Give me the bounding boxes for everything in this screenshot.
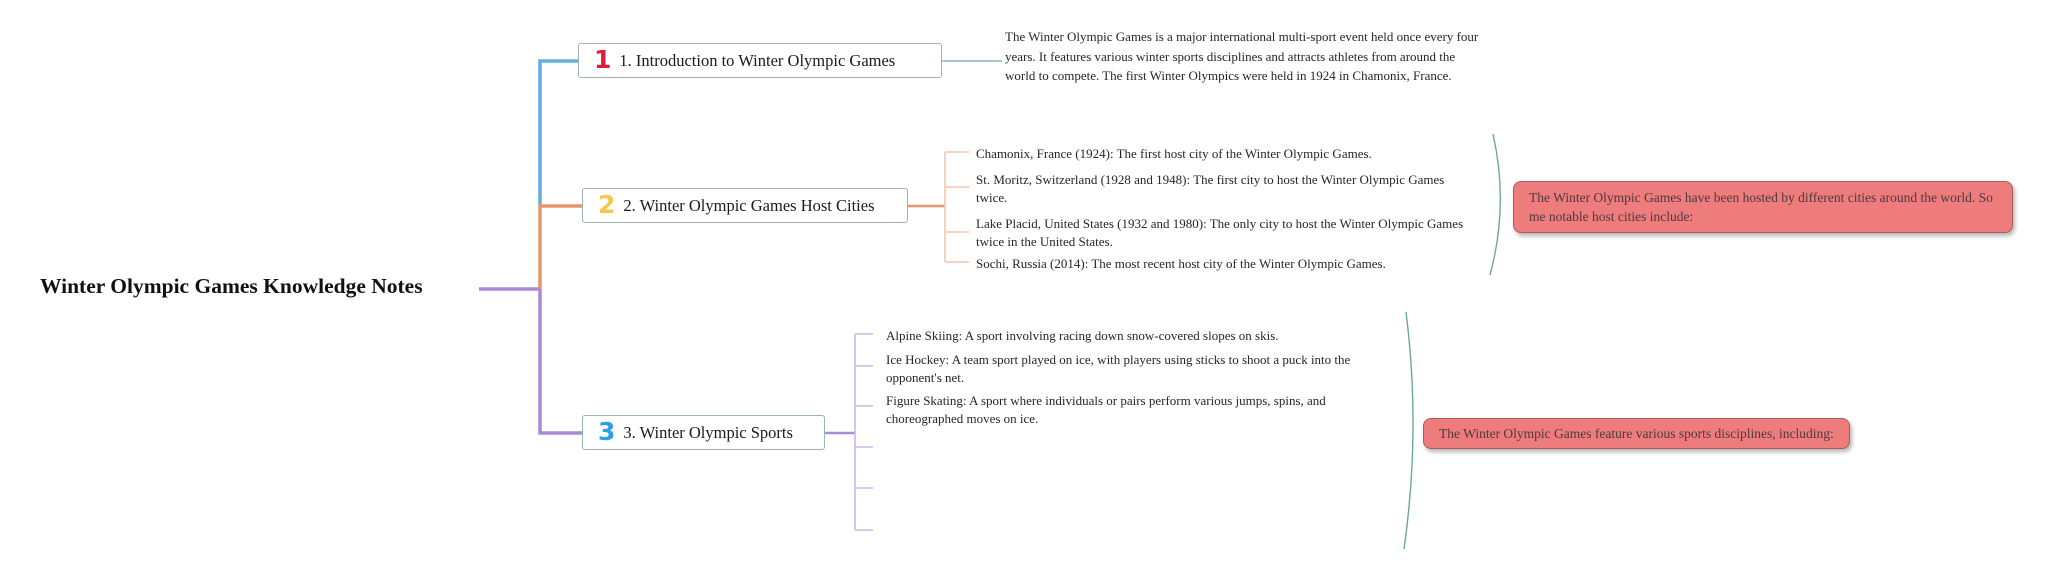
child-node-ice-hockey[interactable]: Ice Hockey: A team sport played on ice, with players using sticks to shoot a puck into the opponent's net.: [886, 352, 1351, 385]
branch2-connector-line: [540, 206, 582, 289]
branch3-summary-brace: [1404, 312, 1413, 549]
branch-node-host-cities[interactable]: [582, 188, 908, 223]
branch2-summary-box[interactable]: The Winter Olympic Games have been hosted by different cities around the world. Some notable host cities include:: [1513, 181, 2013, 233]
child-node-alpine-skiing[interactable]: Alpine Skiing: A sport involving racing down snow-covered slopes on skis.: [886, 328, 1279, 343]
root-node[interactable]: Winter Olympic Games Knowledge Notes: [40, 274, 423, 298]
child-node-st-moritz[interactable]: St. Moritz, Switzerland (1928 and 1948): The first city to host the Winter Olympic Games twice.: [976, 172, 1445, 205]
branch3-label: 3. Winter Olympic Sports: [623, 422, 793, 442]
branch3-connector-line: [540, 289, 582, 433]
priority-1-icon: 1: [594, 45, 612, 74]
priority-3-icon: 3: [598, 417, 616, 446]
priority-2-icon: 2: [598, 190, 616, 219]
child-node-figure-skating[interactable]: Figure Skating: A sport where individuals or pairs perform various jumps, spins, and choreographed moves on ice.: [886, 393, 1326, 426]
child-node-sochi[interactable]: Sochi, Russia (2014): The most recent host city of the Winter Olympic Games.: [976, 256, 1386, 271]
child-node-chamonix[interactable]: Chamonix, France (1924): The first host city of the Winter Olympic Games.: [976, 146, 1372, 161]
child-node-lake-placid[interactable]: Lake Placid, United States (1932 and 1980): The only city to host the Winter Olympic Games twice in the United States.: [976, 216, 1464, 249]
branch1-note-text[interactable]: The Winter Olympic Games is a major international multi-sport event held once every four years. It features various winter sports disciplines and attracts athletes from around the world to compete. The first Winter Olympics were held in 1924 in Chamonix, France.: [1005, 29, 1479, 83]
branch2-bracket: [945, 152, 969, 262]
branch-node-introduction[interactable]: [578, 43, 942, 78]
branch2-summary-brace: [1490, 134, 1500, 275]
branch1-connector-line: [540, 61, 578, 206]
branch3-bracket: [855, 334, 873, 530]
branch3-summary-box[interactable]: The Winter Olympic Games feature various sports disciplines, including:: [1423, 418, 1850, 449]
branch2-label: 2. Winter Olympic Games Host Cities: [623, 195, 875, 215]
branch-node-sports[interactable]: [582, 415, 825, 450]
branch1-label: 1. Introduction to Winter Olympic Games: [619, 50, 896, 70]
